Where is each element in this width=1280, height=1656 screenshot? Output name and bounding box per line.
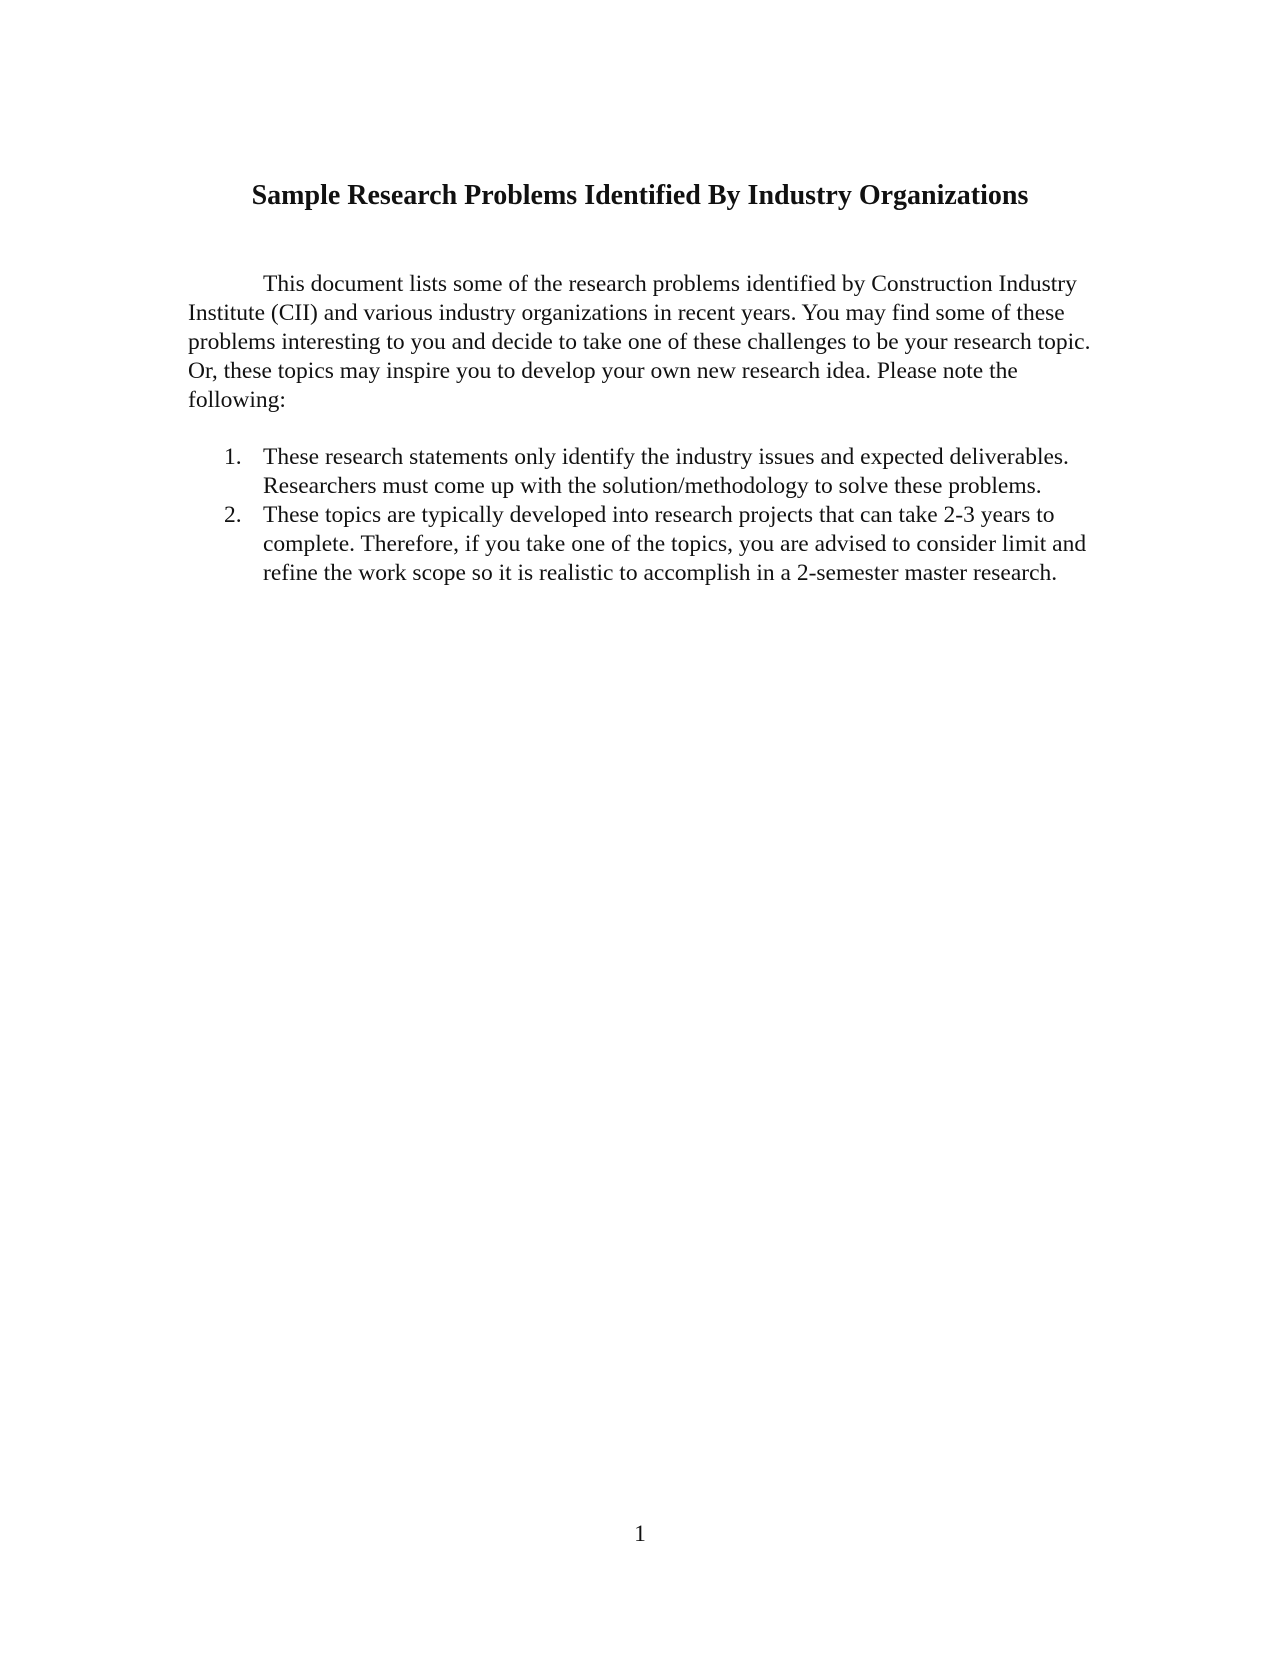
list-item-number: 2. [224,502,242,528]
list-item [188,501,1098,588]
page-title: Sample Research Problems Identified By Industry Organizations [251,180,1029,211]
list-item-text: These research statements only identify the industry issues and expected deliverables. Researchers must come up with the solution/methodology to solve these problems. [263,444,1069,499]
page-number: 1 [634,1521,646,1547]
list-item-text: These topics are typically developed into research projects that can take 2-3 years to complete. Therefore, if you take one of the topics, you are advised to consider limit and refine the work scope so it is realistic to accomplish in a 2-semester master research. [263,502,1087,586]
notes-list [188,443,1098,588]
intro-paragraph: This document lists some of the research problems identified by Construction Industry Institute (CII) and various industry organizations in recent years. You may find some of these problems interesting to you and decide to take one of these challenges to be your research topic. Or, these topics may inspire you to develop your own new research idea. Please note the following: [188,271,1091,413]
list-item [188,443,1098,501]
list-item-number: 1. [224,444,242,470]
